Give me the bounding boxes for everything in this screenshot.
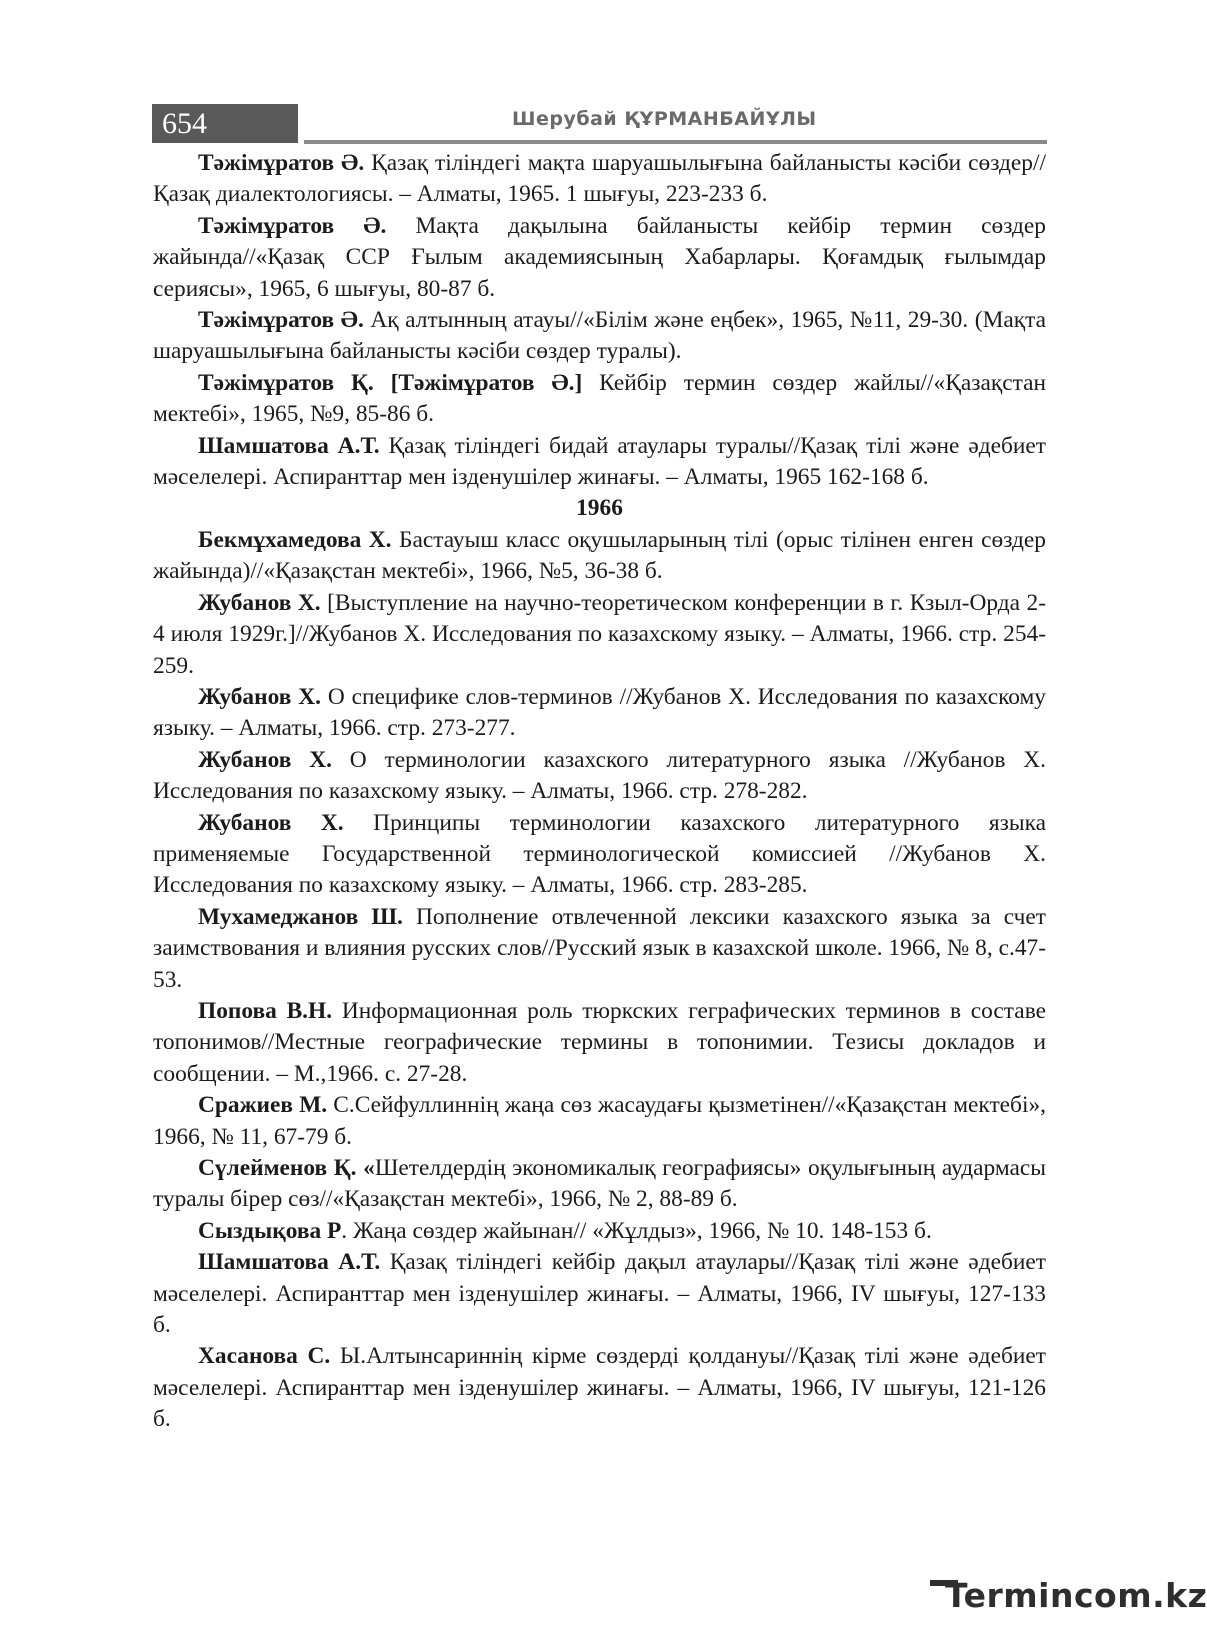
bibliography-entry <box>153 1341 1046 1435</box>
bibliography-entry <box>153 1090 1046 1153</box>
bibliography-entry <box>153 211 1046 305</box>
entry-author: Сражиев М. <box>198 1092 328 1119</box>
entry-text: С.Сейфуллиннің жаңа сөз жасаудағы қызметінен//«Қазақстан мектебі», 1966, № 11, 67-79 б. <box>153 1092 1047 1150</box>
entry-text: Ы.Алтынсариннің кірме сөздерді қолдануы//Қазақ тілі және әдебиет мәселелері. Аспиранттар мен ізденушілер жинағы. – Алматы, 1966, IV шығуы, 121-126 б. <box>153 1343 1046 1433</box>
page-header <box>152 104 1047 145</box>
entry-author: Шамшатова А.Т. <box>198 432 380 459</box>
bibliography-entry <box>153 808 1046 902</box>
bibliography-entry <box>153 148 1046 211</box>
entry-author: Жубанов Х. <box>198 746 332 773</box>
entry-author: Жубанов Х. <box>198 589 321 616</box>
entry-text: Қазақ тіліндегі мақта шаруашылығына байланысты кәсіби сөздер//Қазақ диалектологиясы. – Алматы, 1965. 1 шығуы, 223-233 б. <box>153 150 1046 208</box>
bibliography-entry <box>153 525 1046 588</box>
entry-text: Қазақ тіліндегі кейбір дақыл атаулары//Қазақ тілі және әдебиет мәселелері. Аспиранттар мен ізденушілер жинағы. – Алматы, 1966, IV шығуы, 127-133 б. <box>153 1249 1046 1339</box>
entry-text: Принципы терминологии казахского литературного языка применяемые Государственной терминологической комиссией //Жубанов Х. Исследования по казахскому языку. – Алматы, 1966. стр. 283-285. <box>153 809 1047 899</box>
entry-text: Мақта дақылына байланысты кейбір термин сөздер жайында//«Қазақ ССР Ғылым академиясының Хабарлары. Қоғамдық ғылымдар сериясы», 1965, 6 шығуы, 80-87 б. <box>153 212 1046 302</box>
entry-text: Информационная роль тюркских геграфических терминов в составе топонимов//Местные географические термины в топонимии. Тезисы докладов и сообщении. – М.,1966. с. 27-28. <box>153 997 1046 1087</box>
entry-text: Кейбір термин сөздер жайлы//«Қазақстан мектебі», 1965, №9, 85-86 б. <box>153 369 1046 428</box>
bibliography-entry <box>153 902 1046 996</box>
entry-text: Шетелдердің экономикалық географиясы» оқулығының аудармасы туралы бірер сөз//«Қазақстан мектебі», 1966, № 2, 88-89 б. <box>153 1155 1046 1213</box>
bibliography-entry <box>153 996 1046 1090</box>
entry-author: Тәжімұратов Ә. <box>198 307 364 334</box>
bibliography-entry <box>153 1216 1046 1247</box>
bibliography-entry <box>153 588 1046 682</box>
bibliography-entry <box>153 745 1046 808</box>
entry-text: . Жаңа сөздер жайынан// «Жұлдыз», 1966, № 10. 148-153 б. <box>341 1217 932 1244</box>
entry-author: Жубанов Х. <box>198 809 344 836</box>
entry-author: Тәжімұратов Ә. <box>198 212 387 239</box>
bibliography-content <box>153 148 1046 1436</box>
entry-text: Ақ алтынның атауы//«Білім және еңбек», 1965, №11, 29-30. (Мақта шаруашылығына байланысты кәсіби сөздер туралы). <box>153 307 1046 365</box>
entry-text: О специфике слов-терминов //Жубанов Х. Исследования по казахскому языку. – Алматы, 1966. стр. 273-277. <box>153 683 1046 742</box>
watermark-logo: Termincom.kz <box>945 1576 1207 1615</box>
bibliography-entry <box>153 431 1046 494</box>
entry-author: Попова В.Н. <box>198 997 333 1024</box>
entry-text: [Выступление на научно-теоретическом конференции в г. Кзыл-Орда 2-4 июля 1929г.]//Жубанов Х. Исследования по казахскому языку. – Алматы, 1966. стр. 254-259. <box>153 589 1046 679</box>
bibliography-entry <box>153 1247 1046 1341</box>
year-heading: 1966 <box>576 495 623 522</box>
entry-author: Бекмұхамедова Х. <box>198 526 392 553</box>
running-title: Шерубай ҚҰРМАНБАЙҰЛЫ <box>512 108 817 130</box>
entry-author: Тәжімұратов Ә. <box>198 150 365 176</box>
entry-text: Бастауыш класс оқушыларының тілі (орыс тілінен енген сөздер жайында)//«Қазақстан мектебі», 1966, №5, 36-38 б. <box>153 526 1046 585</box>
entry-text: Қазақ тіліндегі бидай атаулары туралы//Қазақ тілі және әдебиет мәселелері. Аспиранттар мен ізденушілер жинағы. – Алматы, 1965 162-168 б. <box>153 432 1047 491</box>
entry-text: Пополнение отвлеченной лексики казахского языка за счет заимствования и влияния русских слов//Русский язык в казахской школе. 1966, № 8, с.47-53. <box>153 903 1046 993</box>
page-number: 654 <box>152 104 298 143</box>
bibliography-entry <box>153 368 1046 431</box>
entry-author: Сүлейменов Қ. « <box>198 1155 375 1181</box>
entry-text: О терминологии казахского литературного языка //Жубанов Х. Исследования по казахскому языку. – Алматы, 1966. стр. 278-282. <box>153 746 1046 805</box>
bibliography-entry <box>153 682 1046 745</box>
entry-author: Сыздықова Р <box>198 1217 342 1244</box>
bibliography-entry <box>153 305 1046 368</box>
header-rule <box>304 140 1047 144</box>
bibliography-entry <box>153 1153 1046 1216</box>
entry-author: Шамшатова А.Т. <box>198 1249 381 1276</box>
entry-author: Жубанов Х. <box>198 683 321 710</box>
entry-author: Хасанова С. <box>198 1343 331 1370</box>
entry-author: Мухамеджанов Ш. <box>198 903 403 930</box>
entry-author: Тәжімұратов Қ. [Тәжімұратов Ә.] <box>198 369 583 396</box>
